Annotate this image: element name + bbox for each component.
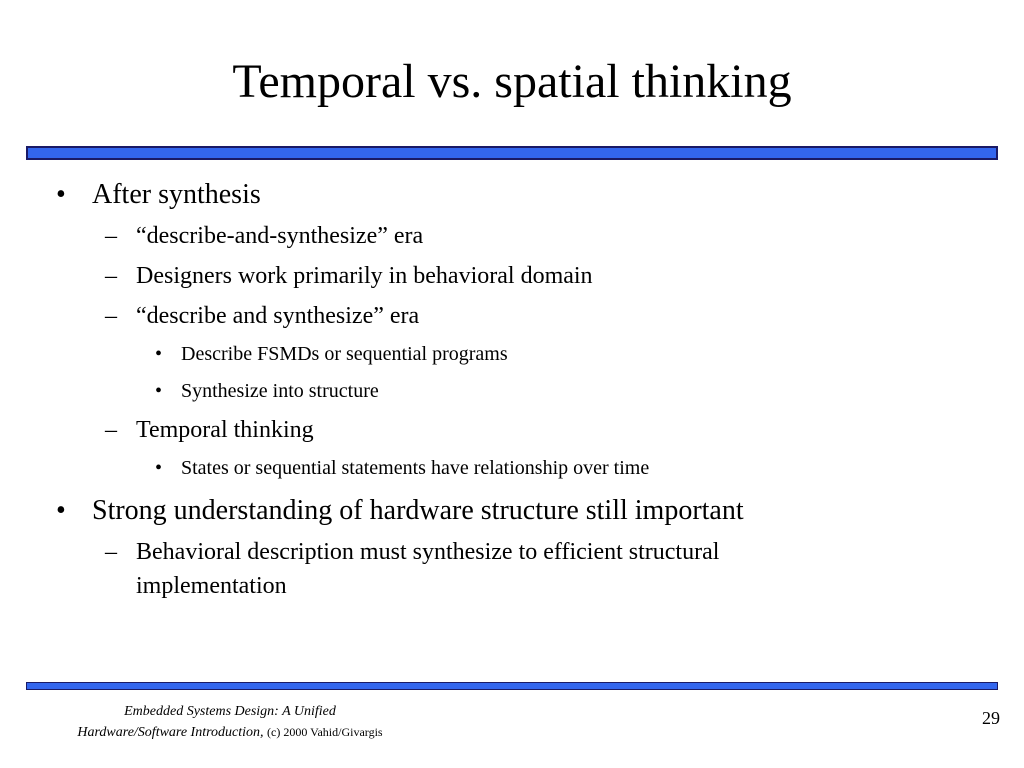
subbullet-text: Designers work primarily in behavioral domain xyxy=(136,263,593,289)
subbullet-text: “describe and synthesize” era xyxy=(136,303,420,329)
bullet-after-synthesis xyxy=(0,178,1024,212)
bullet-text: After synthesis xyxy=(92,179,261,210)
subbullet-describe-and-synthesize-era xyxy=(0,219,1024,253)
bullet-marker: • xyxy=(155,343,163,365)
subsubbullet-states-relationship xyxy=(0,453,1024,483)
subsubbullet-text: Synthesize into structure xyxy=(181,380,379,402)
footer-book-title-line2: Hardware/Software Introduction, xyxy=(77,725,264,740)
bullet-marker: • xyxy=(56,495,66,526)
subbullet-temporal-thinking xyxy=(0,413,1024,447)
subbullet-behavioral-domain xyxy=(0,259,1024,293)
subbullet-behavioral-description xyxy=(0,535,1024,603)
subbullet-text: “describe-and-synthesize” era xyxy=(136,223,424,249)
subbullet-text: Temporal thinking xyxy=(136,417,314,443)
bullet-hardware-structure xyxy=(0,494,1024,528)
dash-marker: – xyxy=(105,539,117,565)
dash-marker: – xyxy=(105,263,117,289)
slide-content xyxy=(0,178,1024,609)
page-number: 29 xyxy=(982,708,1000,728)
subsubbullet-describe-fsmds xyxy=(0,339,1024,369)
title-divider xyxy=(26,146,998,160)
footer-divider xyxy=(26,682,998,690)
bullet-marker: • xyxy=(56,179,66,210)
subbullet-describe-synthesize-era xyxy=(0,299,1024,333)
subsubbullet-text: Describe FSMDs or sequential programs xyxy=(181,343,508,365)
dash-marker: – xyxy=(105,303,117,329)
bullet-marker: • xyxy=(155,380,163,402)
slide-title: Temporal vs. spatial thinking xyxy=(232,55,792,108)
footer-citation xyxy=(20,702,440,743)
footer-copyright: (c) 2000 Vahid/Givargis xyxy=(267,725,383,739)
dash-marker: – xyxy=(105,417,117,443)
bullet-text: Strong understanding of hardware structure still important xyxy=(92,495,744,526)
subbullet-text: Behavioral description must synthesize to efficient structural implementation xyxy=(136,539,720,599)
subsubbullet-synthesize-structure xyxy=(0,376,1024,406)
footer-book-title-line1: Embedded Systems Design: A Unified xyxy=(124,704,336,719)
subsubbullet-text: States or sequential statements have relationship over time xyxy=(181,457,650,479)
bullet-marker: • xyxy=(155,457,163,479)
dash-marker: – xyxy=(105,223,117,249)
